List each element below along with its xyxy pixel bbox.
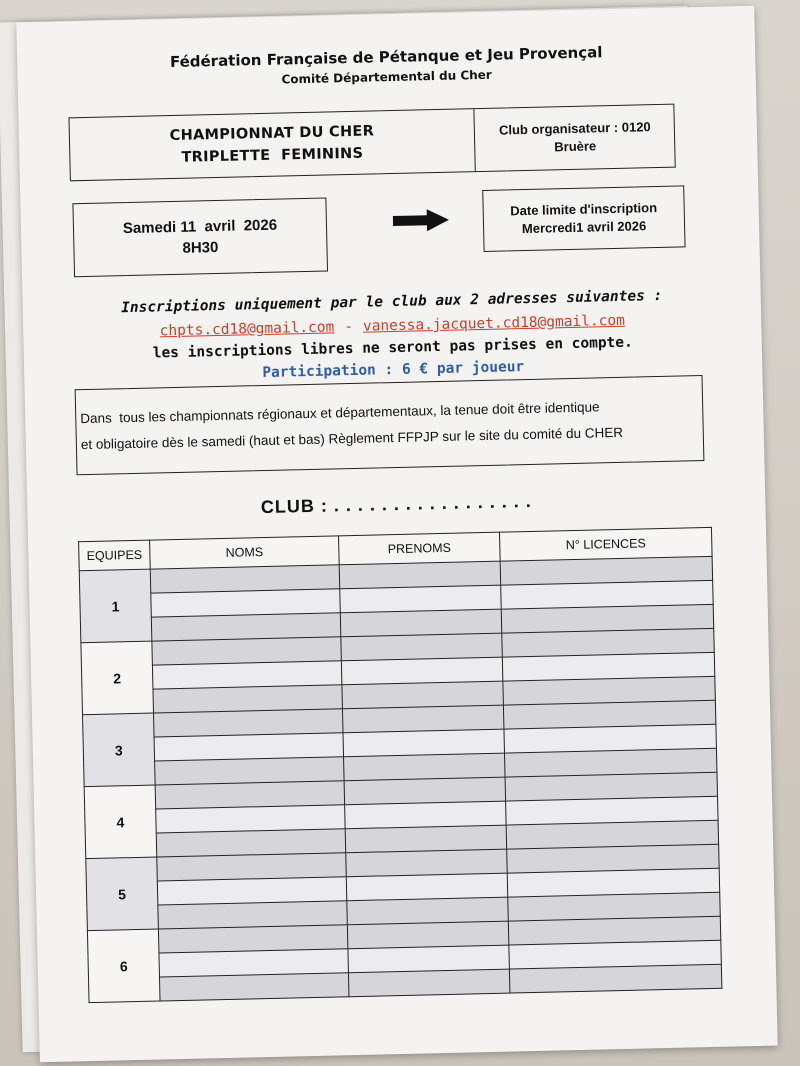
club-field-label: CLUB : . . . . . . . . . . . . . . . . . <box>260 490 533 518</box>
prenom-cell[interactable] <box>346 849 508 877</box>
email-link-2[interactable]: vanessa.jacquet.cd18@gmail.com <box>362 312 626 335</box>
notice-line1: Dans tous les championnats régionaux et départementaux, la tenue doit être identique <box>80 399 600 427</box>
registration-instructions: Inscriptions uniquement par le club aux 2 adresses suivantes : <box>120 287 663 317</box>
prenom-cell[interactable] <box>340 585 502 613</box>
championship-title <box>69 109 475 180</box>
event-time: 8H30 <box>182 238 219 257</box>
prenom-cell[interactable] <box>342 705 504 733</box>
prenom-cell[interactable] <box>345 825 507 853</box>
team-number: 4 <box>84 785 157 859</box>
organizer-club <box>475 105 674 171</box>
prenom-cell[interactable] <box>347 921 509 949</box>
organizer-line1: Club organisateur : 0120 <box>498 119 651 138</box>
prenom-cell[interactable] <box>341 657 503 685</box>
deadline-date: Mercredi1 avril 2026 <box>521 218 647 237</box>
prenom-cell[interactable] <box>348 945 510 973</box>
championship-title-line1: CHAMPIONNAT DU CHER <box>169 123 375 145</box>
roster-body <box>79 556 722 1002</box>
team-number: 5 <box>86 857 159 931</box>
event-date: Samedi 11 avril 2026 <box>122 216 278 238</box>
licence-cell[interactable] <box>509 964 721 993</box>
notice-line2: et obligatoire dès le samedi (haut et bas) Règlement FFPJP sur le site du comité du CHER <box>80 424 624 453</box>
organizer-line2: Bruère <box>554 138 597 155</box>
championship-box <box>68 104 675 182</box>
prenom-cell[interactable] <box>347 897 509 925</box>
prenom-cell[interactable] <box>348 969 510 997</box>
header-licences: N° LICENCES <box>499 527 712 561</box>
team-number: 2 <box>81 641 154 715</box>
prenom-cell[interactable] <box>340 609 502 637</box>
federation-title: Fédération Française de Pétanque et Jeu Provençal <box>169 43 603 72</box>
deadline-box <box>482 185 685 252</box>
team-number: 1 <box>79 569 152 643</box>
arrow-right-icon <box>393 209 449 232</box>
deadline-label: Date limite d'inscription <box>510 200 658 219</box>
team-number: 6 <box>87 929 160 1003</box>
prenom-cell[interactable] <box>344 777 506 805</box>
event-date-box <box>72 198 328 278</box>
prenom-cell[interactable] <box>342 681 504 709</box>
committee-subtitle: Comité Départemental du Cher <box>281 67 492 87</box>
header-equipes: EQUIPES <box>79 540 151 571</box>
prenom-cell[interactable] <box>339 561 501 589</box>
championship-title-line2: TRIPLETTE FEMININS <box>181 145 364 166</box>
dress-code-notice <box>75 375 705 475</box>
email-separator: - <box>344 318 354 336</box>
header-prenoms: PRENOMS <box>339 532 501 565</box>
free-registration-note: les inscriptions libres ne seront pas prises en compte. <box>152 334 633 362</box>
nom-cell[interactable] <box>159 973 348 1001</box>
prenom-cell[interactable] <box>343 729 505 757</box>
registration-form-sheet <box>16 6 777 1062</box>
prenom-cell[interactable] <box>345 801 507 829</box>
prenom-cell[interactable] <box>344 753 506 781</box>
team-roster-table <box>78 527 722 1003</box>
email-link-1[interactable]: chpts.cd18@gmail.com <box>159 319 335 340</box>
team-number: 3 <box>83 713 156 787</box>
participation-fee: Participation : 6 € par joueur <box>262 359 525 382</box>
header-noms: NOMS <box>150 536 340 569</box>
prenom-cell[interactable] <box>341 633 503 661</box>
prenom-cell[interactable] <box>346 873 508 901</box>
